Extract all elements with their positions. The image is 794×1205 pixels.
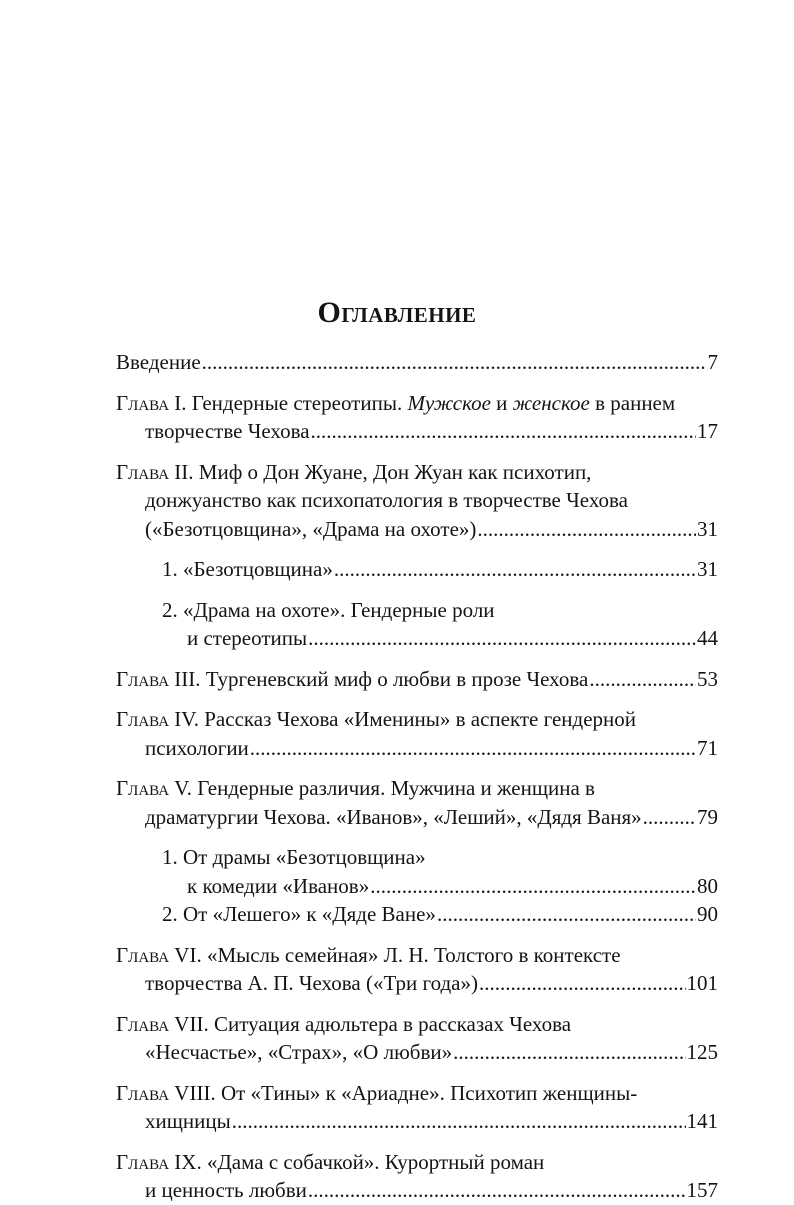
dot-leader [643, 803, 696, 832]
toc-line [116, 1038, 718, 1067]
toc-entry-label-cont: творчества А. П. Чехова («Три года») [145, 971, 478, 995]
toc-line [116, 486, 718, 515]
toc-line [116, 872, 718, 901]
toc-entry-label: Введение [116, 350, 201, 374]
chapter-word: Глава [116, 707, 170, 731]
toc-line [116, 1107, 718, 1136]
dot-leader [589, 665, 696, 694]
toc-page-number: 31 [697, 516, 718, 541]
dot-leader [477, 515, 696, 544]
toc-entry-label-cont: драматургии Чехова. «Иванов», «Леший», «Дядя Ваня» [145, 804, 642, 829]
toc-line [116, 1010, 718, 1039]
toc-line [116, 1148, 718, 1177]
chapter-word: Глава [116, 942, 170, 967]
toc-line [116, 1176, 718, 1205]
toc-entry-chapter-5 [116, 774, 718, 831]
toc-entry-label: 2. «Драма на охоте». Гендерные роли [162, 597, 495, 622]
toc-entry-label: Глава VI. «Мысль семейная» Л. Н. Толстого в контексте [116, 942, 621, 967]
toc-entry-label-cont: «Несчастье», «Страх», «О любви» [145, 1040, 453, 1064]
toc-entry-chapter-2 [116, 458, 718, 544]
chapter-word: Глава [116, 459, 170, 484]
toc-entry-label: Глава VIII. От «Тины» к «Ариадне». Психотип женщины- [116, 1080, 638, 1105]
toc-line [116, 900, 718, 929]
toc-line [116, 596, 718, 625]
toc-entry-label: Глава V. Гендерные различия. Мужчина и женщина в [116, 776, 595, 800]
dot-leader [453, 1038, 685, 1067]
toc-entry-label-cont: и ценность любви [145, 1178, 307, 1202]
toc-page-number: 125 [686, 1040, 718, 1064]
toc-entry-intro [116, 348, 718, 377]
dot-leader [232, 1107, 686, 1136]
toc-entry-label: 2. От «Лешего» к «Дяде Ване» [162, 902, 436, 926]
toc-page-number: 53 [697, 666, 718, 691]
toc-page-number: 101 [686, 971, 718, 995]
toc-line [116, 458, 718, 487]
chapter-word: Глава [116, 1080, 170, 1105]
toc-entry-label: Глава VII. Ситуация адюльтера в рассказах Чехова [116, 1011, 572, 1036]
toc-entry-label-cont: к комедии «Иванов» [187, 873, 370, 898]
toc-entry-chapter-4 [116, 705, 718, 762]
dot-leader [334, 555, 696, 584]
toc-entry-chapter-8 [116, 1079, 718, 1136]
chapter-word: Глава [116, 1011, 170, 1036]
toc-page-number: 31 [697, 557, 718, 581]
toc-line [116, 705, 718, 734]
dot-leader [308, 624, 696, 653]
chapter-word: Глава [116, 1149, 170, 1174]
toc-entry-chapter-7 [116, 1010, 718, 1067]
toc-entry-label: Глава IX. «Дама с собачкой». Курортный роман [116, 1149, 545, 1174]
toc-line [116, 941, 718, 970]
toc-line [116, 1079, 718, 1108]
toc-entry-label: 1. «Безотцовщина» [162, 557, 333, 581]
toc-entry-label-cont: и стереотипы [187, 626, 308, 650]
chapter-word: Глава [116, 390, 170, 415]
toc-page-number: 90 [697, 902, 718, 926]
toc-page-number: 44 [697, 626, 718, 650]
toc-line [116, 665, 718, 694]
toc-line [116, 734, 718, 763]
toc-entry-label-cont: хищницы [145, 1109, 231, 1133]
toc-entry-chapter-6 [116, 941, 718, 998]
table-of-contents [116, 348, 718, 1205]
toc-line [116, 348, 718, 377]
toc-entry-label: Глава II. Миф о Дон Жуане, Дон Жуан как психотип, [116, 459, 592, 484]
toc-entry-label-cont: творчестве Чехова [145, 419, 310, 443]
toc-page-number: 7 [707, 350, 718, 374]
toc-line [116, 774, 718, 803]
toc-page-number: 141 [686, 1109, 718, 1133]
toc-line [116, 417, 718, 446]
toc-page-number: 157 [686, 1178, 718, 1202]
toc-entry-chapter-5-section-2 [116, 900, 718, 929]
toc-entry-label: Глава III. Тургеневский миф о любви в прозе Чехова [116, 666, 589, 691]
toc-entry-chapter-2-section-1 [116, 555, 718, 584]
toc-entry-chapter-1 [116, 389, 718, 446]
toc-entry-chapter-2-section-2 [116, 596, 718, 653]
toc-entry-chapter-5-section-1 [116, 843, 718, 900]
toc-line [116, 843, 718, 872]
dot-leader [370, 872, 696, 901]
dot-leader [308, 1176, 686, 1205]
toc-page-number: 71 [697, 735, 718, 760]
chapter-word: Глава [116, 666, 170, 691]
dot-leader [311, 417, 696, 446]
toc-entry-label: Глава IV. Рассказ Чехова «Именины» в аспекте гендерной [116, 707, 637, 731]
italic-term: Мужское [407, 390, 491, 415]
toc-entry-label: 1. От драмы «Безотцовщина» [162, 845, 426, 869]
dot-leader [250, 734, 696, 763]
toc-entry-label-cont: («Безотцовщина», «Драма на охоте») [145, 516, 477, 541]
toc-page-number: 79 [697, 804, 718, 829]
toc-line [116, 969, 718, 998]
page-title: Оглавление [317, 296, 477, 329]
toc-line [116, 624, 718, 653]
toc-line [116, 803, 718, 832]
toc-entry-chapter-3 [116, 665, 718, 694]
toc-line [116, 515, 718, 544]
toc-entry-label-cont: психологии [145, 735, 249, 760]
italic-term: женское [512, 390, 590, 415]
dot-leader [437, 900, 696, 929]
toc-line [116, 389, 718, 418]
dot-leader [202, 348, 707, 377]
toc-page-number: 17 [697, 419, 718, 443]
dot-leader [479, 969, 686, 998]
chapter-word: Глава [116, 776, 170, 800]
toc-entry-label: Глава I. Гендерные стереотипы. Мужское и женское в раннем [116, 390, 676, 415]
toc-line [116, 555, 718, 584]
toc-page-number: 80 [697, 873, 718, 898]
toc-entry-label-cont: донжуанство как психопатология в творчестве Чехова [145, 488, 628, 512]
toc-entry-chapter-9 [116, 1148, 718, 1205]
